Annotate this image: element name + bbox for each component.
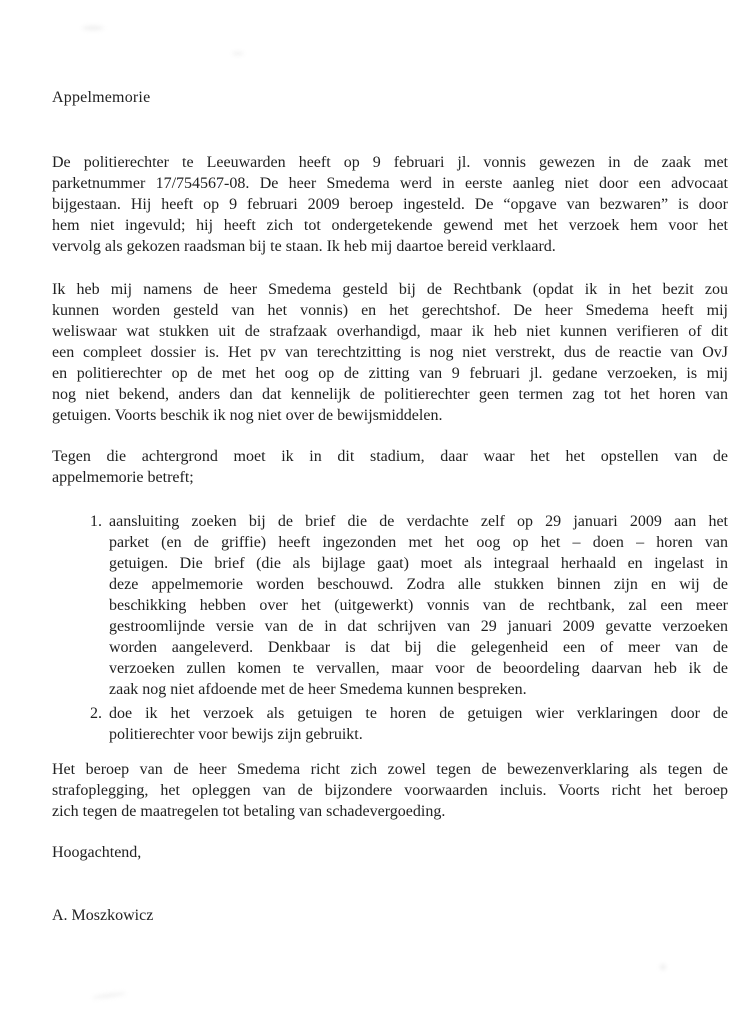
list-item-1-number: 1. [90, 513, 102, 530]
text-line: getuigen. Die brief (die als bijlage gaat) moet als integraal herhaald en ingelast in [109, 555, 728, 572]
text-line: doe ik het verzoek als getuigen te horen de getuigen wier verklaringen door de [109, 705, 728, 722]
document-title: Appelmemorie [52, 89, 151, 106]
text-line: Tegen die achtergrond moet ik in dit stadium, daar waar het het opstellen van de [52, 448, 728, 465]
scan-artifact [232, 52, 244, 55]
text-line: Het beroep van de heer Smedema richt zich zowel tegen de bewezenverklaring als tegen de [52, 761, 728, 778]
list-item-1 [52, 511, 728, 700]
numbered-list [52, 511, 728, 745]
text-line: appelmemorie betreft; [52, 469, 194, 486]
paragraph-scope [52, 759, 728, 822]
text-line: politierechter voor bewijs zijn gebruikt. [109, 726, 363, 743]
paragraph-proceedings [52, 279, 728, 426]
list-item-2-number: 2. [90, 705, 102, 722]
text-line: Ik heb mij namens de heer Smedema gesteld bij de Rechtbank (opdat ik in het bezit zou [52, 281, 728, 298]
paragraph-intro [52, 152, 728, 257]
text-line: getuigen. Voorts beschik ik nog niet over de bewijsmiddelen. [52, 407, 443, 424]
text-line: parketnummer 17/754567-08. De heer Smedema werd in eerste aanleg niet door een advocaat [52, 175, 728, 192]
text-line: zich tegen de maatregelen tot betaling van schadevergoeding. [52, 803, 446, 820]
text-line: nog niet bekend, anders dan dat kennelijk de politierechter geen termen zag tot het horen van [52, 386, 728, 403]
text-line: parket (en de griffie) heeft ingezonden met het oog op het – doen – horen van [109, 534, 728, 551]
text-line: hem niet ingevuld; hij heeft zich tot ondergetekende gewend met het verzoek hem voor het [52, 217, 728, 234]
text-line: beschikking hebben over het (uitgewerkt) vonnis van de rechtbank, zal een meer [109, 597, 728, 614]
text-line: kunnen worden gesteld van het vonnis) en het gerechtshof. De heer Smedema heeft mij [52, 302, 728, 319]
signature-name: A. Moszkowicz [52, 907, 154, 924]
text-line: verzoeken zullen komen te vervallen, maar voor de beoordeling daarvan heb ik de [109, 660, 728, 677]
scan-artifact [92, 992, 126, 1000]
list-item-2 [52, 703, 728, 745]
text-line: vervolg als gekozen raadsman bij te staan. Ik heb mij daartoe bereid verklaard. [52, 238, 556, 255]
closing-salutation: Hoogachtend, [52, 844, 142, 861]
scan-artifact [82, 26, 104, 30]
text-line: bijgestaan. Hij heeft op 9 februari 2009 beroep ingesteld. De “opgave van bezwaren” is door [52, 196, 728, 213]
paragraph-context [52, 446, 728, 488]
text-line: deze appelmemorie worden beschouwd. Zodra alle stukken binnen zijn en wij de [109, 576, 728, 593]
text-line: en politierechter op de met het oog op de zitting van 9 februari jl. gedane verzoeken, is mij [52, 365, 728, 382]
text-line: aansluiting zoeken bij de brief die de verdachte zelf op 29 januari 2009 aan het [109, 513, 728, 530]
text-line: weliswaar wat stukken uit de strafzaak overhandigd, maar ik heb niet kunnen verifieren of dit [52, 323, 728, 340]
text-line: De politierechter te Leeuwarden heeft op 9 februari jl. vonnis gewezen in de zaak met [52, 154, 728, 171]
text-line: gestroomlijnde versie van de in dat schrijven van 29 januari 2009 gevatte verzoeken [109, 618, 728, 635]
text-line: zaak nog niet afdoende met de heer Smedema kunnen bespreken. [109, 681, 527, 698]
scan-artifact [660, 964, 666, 970]
text-line: worden aangeleverd. Denkbaar is dat bij die gelegenheid een of meer van de [109, 639, 728, 656]
list-item-1-text [109, 511, 728, 700]
text-line: strafoplegging, het opleggen van de bijzondere voorwaarden incluis. Voorts richt het beroep [52, 782, 728, 799]
list-item-2-text [109, 703, 728, 745]
text-line: een compleet dossier is. Het pv van terechtzitting is nog niet verstrekt, dus de reactie van OvJ [52, 344, 728, 361]
